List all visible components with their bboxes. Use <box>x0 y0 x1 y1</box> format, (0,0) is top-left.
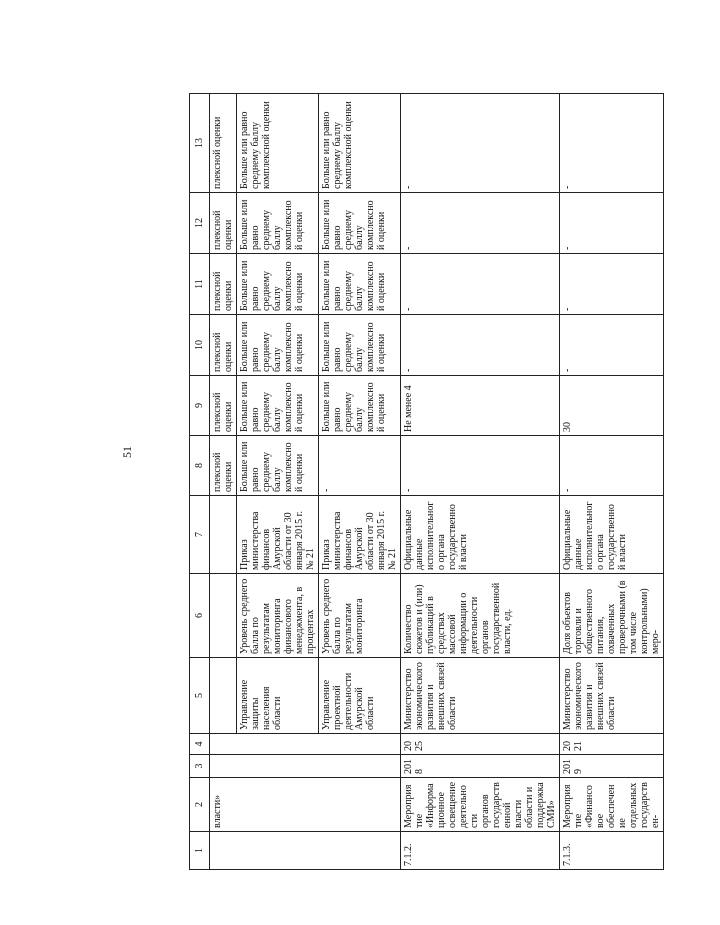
cell-c8: плексной оценки <box>210 436 237 496</box>
cell-c2: Мероприятие «Информационное освещение деятельности органов государственной власти области и поддержка СМИ» <box>401 778 560 832</box>
cell-c6: Уровень среднего балла по результатам мониторинга финансового менеджмента, в процентах <box>237 574 319 658</box>
cell-c12: - <box>560 193 664 254</box>
header-cell: 11 <box>190 254 210 315</box>
cell-c10: Больше или равно среднему баллу комплексной оценки <box>319 315 401 376</box>
cell-c8: - <box>319 436 401 496</box>
cell-c5: Министерство экономического развития и внешних связей области <box>560 658 664 734</box>
header-cell: 13 <box>190 94 210 193</box>
header-cell: 7 <box>190 496 210 574</box>
cell-c10: - <box>401 315 560 376</box>
table-row <box>560 94 664 870</box>
cell-c3: 2019 <box>560 755 664 778</box>
page-number: 51 <box>120 446 134 458</box>
header-row <box>190 94 210 870</box>
cell-c6: Уровень среднего балла по результатам мониторинга <box>319 574 401 658</box>
header-cell: 12 <box>190 193 210 254</box>
header-cell: 6 <box>190 574 210 658</box>
cell-c11: Больше или равно среднему баллу комплексной оценки <box>319 254 401 315</box>
cell-c12: плексной оценки <box>210 193 237 254</box>
cell-c10: плексной оценки <box>210 315 237 376</box>
cell-c4: 2025 <box>401 734 560 755</box>
header-cell: 5 <box>190 658 210 734</box>
cell-c11: Больше или равно среднему баллу комплексной оценки <box>237 254 319 315</box>
cell-c13: - <box>560 94 664 193</box>
cell-c2: Мероприятие «Финансовое обеспечение отдельных государствен- <box>560 778 664 832</box>
header-cell: 9 <box>190 376 210 436</box>
header-cell: 8 <box>190 436 210 496</box>
cell-c1: 7.1.3. <box>560 832 664 870</box>
header-cell: 2 <box>190 778 210 832</box>
cell-c12: Больше или равно среднему баллу комплексной оценки <box>237 193 319 254</box>
cell-c13: Больше или равно среднему баллу комплексной оценки <box>319 94 401 193</box>
cell-c4: 2021 <box>560 734 664 755</box>
cell-c1: 7.1.2. <box>401 832 560 870</box>
cell-c5: Управление проектной деятельности Амурской области <box>319 658 401 734</box>
cell-c10: - <box>560 315 664 376</box>
cell-c7: Официальные данные исполнительного органа государственной власти <box>401 496 560 574</box>
cell-c6: Количество сюжетов и (или) публикаций в средствах массовой информации о деятельности органов государственной власти, ед. <box>401 574 560 658</box>
program-indicators-table <box>189 93 664 870</box>
header-cell: 3 <box>190 755 210 778</box>
cell-c7 <box>210 496 237 574</box>
cell-c11: плексной оценки <box>210 254 237 315</box>
cell-c13: - <box>401 94 560 193</box>
cell-c11: - <box>560 254 664 315</box>
cell-c6 <box>210 574 237 658</box>
rotated-page <box>80 20 720 925</box>
cell-c5: Управление защиты населения области <box>237 658 319 734</box>
cell-c13: Больше или равно среднему баллу комплексной оценки <box>237 94 319 193</box>
cell-c11: - <box>401 254 560 315</box>
cell-c7: Официальные данные исполнительного органа государственной власти <box>560 496 664 574</box>
cell-c7: Приказ министерства финансов Амурской области от 30 января 2015 г. № 21 <box>237 496 319 574</box>
cell-c9: Больше или равно среднему баллу комплексной оценки <box>237 376 319 436</box>
cell-c3: 2018 <box>401 755 560 778</box>
cell-c8: Больше или равно среднему баллу комплексной оценки <box>237 436 319 496</box>
cell-c8: - <box>560 436 664 496</box>
header-cell: 1 <box>190 832 210 870</box>
cell-c2: власти» <box>210 778 401 832</box>
cell-c1 <box>210 832 401 870</box>
cell-c12: Больше или равно среднему баллу комплексной оценки <box>319 193 401 254</box>
header-cell: 10 <box>190 315 210 376</box>
cell-c13: плексной оценки <box>210 94 237 193</box>
cell-c9: плексной оценки <box>210 376 237 436</box>
cell-c4 <box>210 734 401 755</box>
cell-c7: Приказ министерства финансов Амурской области от 30 января 2015 г. № 21 <box>319 496 401 574</box>
cell-c5 <box>210 658 237 734</box>
cell-c3 <box>210 755 401 778</box>
table-row-continuation <box>210 94 237 870</box>
header-cell: 4 <box>190 734 210 755</box>
cell-c5: Министерство экономического развития и внешних связей области <box>401 658 560 734</box>
cell-c9: 30 <box>560 376 664 436</box>
cell-c8: - <box>401 436 560 496</box>
cell-c9: Не менее 4 <box>401 376 560 436</box>
cell-c9: Больше или равно среднему баллу комплексной оценки <box>319 376 401 436</box>
cell-c10: Больше или равно среднему баллу комплексной оценки <box>237 315 319 376</box>
cell-c6: Доля объектов торговли и общественного питания, охваченных проверочными (в том числе контрольными) меро- <box>560 574 664 658</box>
table-row <box>401 94 560 870</box>
cell-c12: - <box>401 193 560 254</box>
